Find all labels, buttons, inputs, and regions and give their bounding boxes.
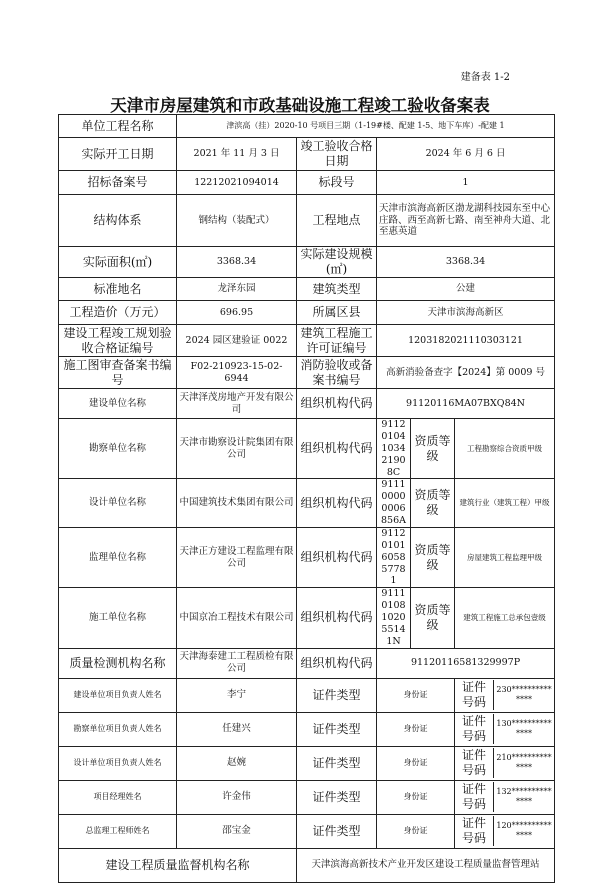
person-name: 任建兴	[177, 712, 297, 746]
value-construction-unit: 中国京冶工程技术有限公司	[177, 588, 297, 648]
value-location: 天津市滨海高新区渤龙湖科技园东至中心庄路、西至高新七路、南至神舟大道、北至惠英道	[377, 195, 555, 247]
label-location: 工程地点	[297, 195, 377, 247]
value-testing-code: 91120116581329997P	[377, 648, 555, 678]
row-project-name	[59, 115, 555, 138]
id-no-value: 210**************	[496, 753, 552, 773]
id-no-value: 120**************	[496, 821, 552, 841]
value-building-type: 公建	[377, 278, 555, 301]
row-design-unit	[59, 479, 555, 528]
value-developer: 天津泽茂房地产开发有限公司	[177, 389, 297, 419]
value-drawing-review: F02-210923-15-02-6944	[177, 357, 297, 389]
label-survey-qual: 资质等级	[411, 419, 455, 479]
label-design-unit: 设计单位名称	[59, 479, 177, 528]
value-survey-unit: 天津市勘察设计院集团有限公司	[177, 419, 297, 479]
label-project-name: 单位工程名称	[59, 115, 177, 138]
id-no-value: 130**************	[496, 719, 552, 739]
value-structure: 钢结构（装配式）	[177, 195, 297, 247]
filing-table	[58, 114, 555, 883]
row-tender	[59, 171, 555, 195]
label-start-date: 实际开工日期	[59, 138, 177, 171]
id-type-value: 身份证	[377, 746, 455, 780]
id-type-label: 证件类型	[297, 780, 377, 814]
person-name: 邵宝金	[177, 814, 297, 848]
row-developer	[59, 389, 555, 419]
label-design-code: 组织机构代码	[297, 479, 377, 528]
row-testing	[59, 648, 555, 678]
label-developer: 建设单位名称	[59, 389, 177, 419]
page-title: 天津市房屋建筑和市政基础设施工程竣工验收备案表	[110, 96, 490, 115]
label-supervision-code: 组织机构代码	[297, 527, 377, 587]
person-name: 赵婉	[177, 746, 297, 780]
value-permit: 120318202111030312​1	[377, 325, 555, 357]
person-row	[59, 678, 555, 712]
id-type-label: 证件类型	[297, 746, 377, 780]
id-no-label: 证件号码	[455, 714, 494, 744]
label-accept-date: 竣工验收合格日期	[297, 138, 377, 171]
row-planning	[59, 325, 555, 357]
id-no-label: 证件号码	[455, 748, 494, 778]
id-no-label: 证件号码	[455, 782, 494, 812]
label-construction-code: 组织机构代码	[297, 588, 377, 648]
label-survey-unit: 勘察单位名称	[59, 419, 177, 479]
value-design-qual: 建筑行业（建筑工程）甲级	[455, 479, 555, 528]
row-area	[59, 247, 555, 278]
id-type-value: 身份证	[377, 780, 455, 814]
value-start-date: 2021 年 11 月 3 日	[177, 138, 297, 171]
value-construction-qual: 建筑工程施工总承包壹级	[455, 588, 555, 648]
value-developer-code: 91120116MA07BXQ84N	[377, 389, 555, 419]
value-project-name: 津滨高（挂）2020-10 号项目三期（1-19#楼、配建 1-5、地下车库）-配建 1	[177, 115, 555, 138]
value-area: 3368.34	[177, 247, 297, 278]
value-supervision-code: 91120101605857781	[377, 527, 411, 587]
id-type-label: 证件类型	[297, 678, 377, 712]
label-cost: 工程造价（万元）	[59, 301, 177, 325]
label-tender-no: 招标备案号	[59, 171, 177, 195]
row-structure	[59, 195, 555, 247]
value-design-unit: 中国建筑技术集团有限公司	[177, 479, 297, 528]
value-survey-qual: 工程勘察综合资质甲级	[455, 419, 555, 479]
row-cost	[59, 301, 555, 325]
label-district: 所属区县	[297, 301, 377, 325]
value-testing-org: 天津海泰建工工程质检有限公司	[177, 648, 297, 678]
row-dates	[59, 138, 555, 171]
label-drawing-review: 施工图审查备案书编号	[59, 357, 177, 389]
value-survey-code: 91120104103421908C	[377, 419, 411, 479]
value-supervision-qual: 房屋建筑工程监理甲级	[455, 527, 555, 587]
label-testing-org: 质量检测机构名称	[59, 648, 177, 678]
label-supervision-agency: 建设工程质量监督机构名称	[59, 848, 297, 882]
label-section-no: 标段号	[297, 171, 377, 195]
person-role: 设计单位项目负责人姓名	[59, 746, 177, 780]
person-row	[59, 814, 555, 848]
label-fire-cert: 消防验收或备案书编号	[297, 357, 377, 389]
row-supervision-unit	[59, 527, 555, 587]
id-type-value: 身份证	[377, 678, 455, 712]
value-scale: 3368.34	[377, 247, 555, 278]
label-developer-code: 组织机构代码	[297, 389, 377, 419]
value-supervision-agency: 天津滨海高新技术产业开发区建设工程质量监督管理站	[297, 848, 555, 882]
label-permit: 建筑工程施工许可证编号	[297, 325, 377, 357]
label-design-qual: 资质等级	[411, 479, 455, 528]
row-construction-unit	[59, 588, 555, 648]
value-fire-cert: 高新消验备查字【2024】第 0009 号	[377, 357, 555, 389]
label-building-type: 建筑类型	[297, 278, 377, 301]
person-role: 建设单位项目负责人姓名	[59, 678, 177, 712]
value-section-no: 1	[377, 171, 555, 195]
label-supervision-qual: 资质等级	[411, 527, 455, 587]
label-survey-code: 组织机构代码	[297, 419, 377, 479]
id-no-label: 证件号码	[455, 680, 494, 710]
row-review	[59, 357, 555, 389]
person-role: 项目经理姓名	[59, 780, 177, 814]
row-supervision-agency	[59, 848, 555, 882]
value-design-code: 911100000006856A	[377, 479, 411, 528]
label-supervision-unit: 监理单位名称	[59, 527, 177, 587]
value-planning-cert: 2024 园区建验证 0022	[177, 325, 297, 357]
id-type-value: 身份证	[377, 814, 455, 848]
person-row	[59, 780, 555, 814]
label-planning-cert: 建设工程竣工规划验收合格证编号	[59, 325, 177, 357]
value-supervision-unit: 天津正方建设工程监理有限公司	[177, 527, 297, 587]
person-row	[59, 746, 555, 780]
value-cost: 696.95	[177, 301, 297, 325]
label-structure: 结构体系	[59, 195, 177, 247]
row-place	[59, 278, 555, 301]
label-place-name: 标准地名	[59, 278, 177, 301]
id-no-value: 230**************	[496, 685, 552, 705]
person-name: 李宁	[177, 678, 297, 712]
label-construction-unit: 施工单位名称	[59, 588, 177, 648]
id-no-value: 132**************	[496, 787, 552, 807]
person-role: 勘察单位项目负责人姓名	[59, 712, 177, 746]
value-accept-date: 2024 年 6 月 6 日	[377, 138, 555, 171]
person-role: 总监理工程师姓名	[59, 814, 177, 848]
value-tender-no: 12212021094014	[177, 171, 297, 195]
id-type-label: 证件类型	[297, 712, 377, 746]
value-place-name: 龙泽东园	[177, 278, 297, 301]
label-area: 实际面积(㎡)	[59, 247, 177, 278]
row-survey-unit	[59, 419, 555, 479]
label-testing-code: 组织机构代码	[297, 648, 377, 678]
id-type-label: 证件类型	[297, 814, 377, 848]
label-scale: 实际建设规模(㎡)	[297, 247, 377, 278]
id-type-value: 身份证	[377, 712, 455, 746]
form-number: 建备表 1-2	[460, 72, 510, 83]
person-name: 许金伟	[177, 780, 297, 814]
value-district: 天津市滨海高新区	[377, 301, 555, 325]
id-no-label: 证件号码	[455, 816, 494, 846]
label-construction-qual: 资质等级	[411, 588, 455, 648]
person-row	[59, 712, 555, 746]
value-construction-code: 911101081​02055141N	[377, 588, 411, 648]
